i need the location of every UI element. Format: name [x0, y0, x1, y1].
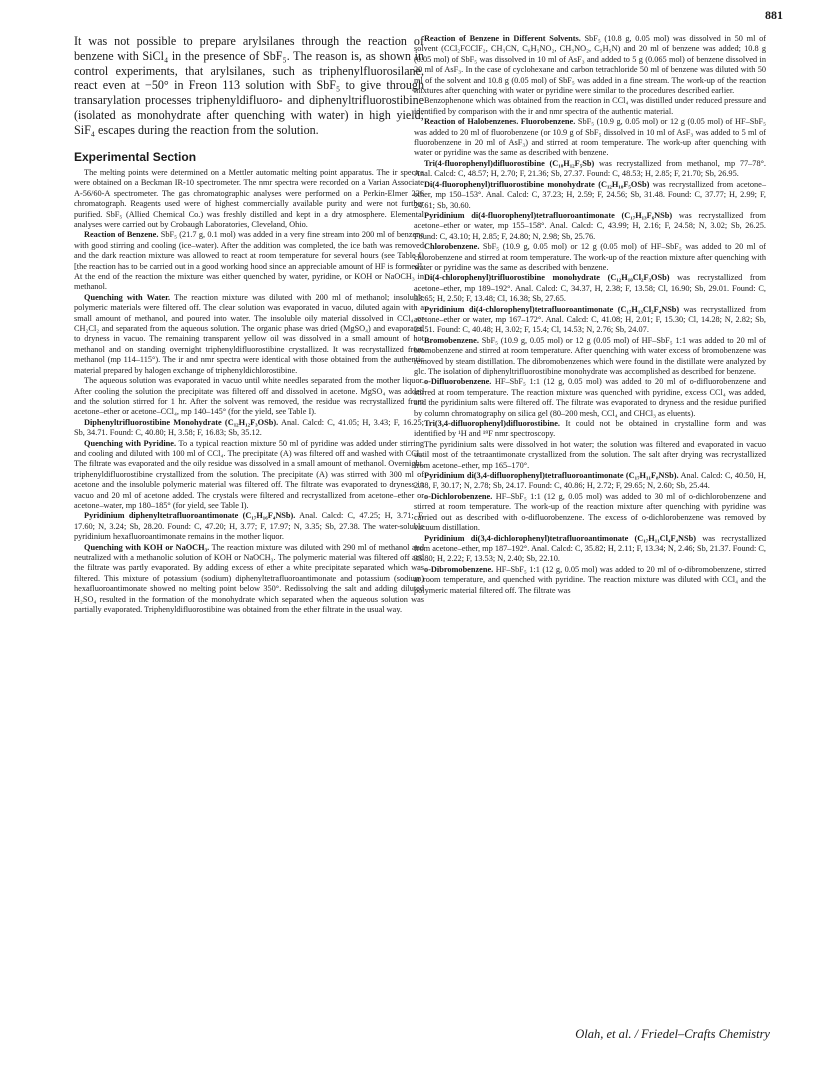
paragraph-text: was recrystallized from acetone–ether or water, mp 155–158°. Anal. Calcd: C, 43.99; H, 2.16; F, 24.58; N, 3.02; Sb, 26.25. Found: C, 43.10; H, 2.85; F, 24.80; N, 2.98; Sb, 25.76.	[414, 210, 766, 241]
paragraph	[414, 377, 766, 419]
paragraph	[414, 419, 766, 440]
paragraph	[414, 305, 766, 336]
paragraph	[74, 511, 424, 542]
paragraph	[414, 96, 766, 117]
paragraph-text: HF–SbF₅ 1:1 (12 g, 0.05 mol) was added to 30 ml of o-dichlorobenzene and stirred at room temperature. The work-up of the reaction mixture after quenching with pyridine was carried out as described with o-difluorobenzene. The excess of o-dichlorobenzene was removed by vacuum distillation.	[414, 491, 766, 533]
paragraph	[414, 159, 766, 180]
paragraph	[414, 336, 766, 378]
run-in-heading: Quenching with Water.	[84, 292, 171, 302]
paragraph	[74, 230, 424, 292]
right-paragraphs	[414, 34, 766, 596]
paragraph-text: was recrystallized from acetone–ether, mp 150–153°. Anal. Calcd: C, 37.23; H, 2.59; F, 24.56; Sb, 31.48. Found: C, 37.77; H, 2.99; F, 24.61; Sb, 30.60.	[414, 179, 766, 210]
paragraph-text: Anal. Calcd: C, 47.25; H, 3.71; F, 17.60; N, 3.24; Sb, 28.20. Found: C, 47.20; H, 3.77; F, 17.97; N, 3.35; Sb, 27.38. The water-soluble pyridinium hexafluoroantimonate remains in the mother liquor.	[74, 511, 424, 542]
run-in-heading: Pyridinium di(4-chlorophenyl)tetrafluoroantimonate (C₁₇H₁₃Cl₂F₄NSb)	[424, 304, 680, 314]
paragraph	[414, 565, 766, 596]
paragraph-text: SbF₅ (10.9 g, 0.05 mol) or 12 g (0.05 mol) of HF–SbF₅ 1:1 was added to 20 ml of bromobenzene and stirred at room temperature. After quenching with water excess of bromobenzene was removed by steam distillation. The dibromobenzenes which were found in the distillate were analyzed by glc. The isolation of diphenyltrifluorostibine monohydrate was accomplished as described for benzene.	[414, 335, 766, 376]
paragraph	[414, 534, 766, 565]
paragraph-text: To a typical reaction mixture 50 ml of pyridine was added under stirring and cooling and diluted with 100 ml of CCl₄. The precipitate (A) was filtered off and washed with CCl₄. The filtrate was evaporated and the oily residue was dissolved in a small amount of methanol. Overnight, triphenyldifluorostibine crystallized from the solution. The precipitate (A) was stirred with 300 ml of acetone and the insoluble polymeric material was filtered off. The filtrate was evaporated to dryness in vacuo and 20 ml of acetone added. The crystals were filtered and recrystallized from acetone–ether or acetone–water, mp 180–185° (for yield, see Table I).	[74, 438, 424, 510]
run-in-heading: Diphenyltrifluorostibine Monohydrate (C₁₂H₁₂F₃OSb).	[84, 417, 279, 427]
run-in-heading: Di(4-chlorophenyl)trifluorostibine monohydrate (C₁₂H₁₀Cl₂F₃OSb)	[424, 273, 670, 283]
paragraph-text: Benzophenone which was obtained from the reaction in CCl₄ was distilled under reduced pressure and identified by comparison with the ir and nmr spectra of the authentic material.	[414, 96, 766, 116]
paragraph	[414, 211, 766, 242]
paragraph	[414, 242, 766, 273]
run-in-heading: Pyridinium di(4-fluorophenyl)tetrafluoroantimonate (C₁₇H₁₃F₆NSb)	[424, 210, 673, 220]
run-in-heading: Quenching with KOH or NaOCH₃.	[84, 542, 210, 552]
paragraph	[414, 440, 766, 471]
paragraph	[74, 543, 424, 616]
run-in-heading: Chlorobenzene.	[424, 242, 480, 252]
run-in-heading: o-Dibromobenzene.	[424, 564, 494, 574]
run-in-heading: Bromobenzene.	[424, 335, 479, 345]
paragraph-text: was recrystallized from acetone–ether or water, mp 167–172°. Anal. Calcd: C, 41.08; H, 2.01; F, 15.30; Cl, 14.28; N, 2.82; Sb, 24.51. Found: C, 40.48; H, 3.02; F, 15.4; Cl, 14.53; N, 2.76; Sb, 24.07.	[414, 304, 766, 335]
paragraph-text: HF–SbF₅ 1:1 (12 g, 0.05 mol) was added to 20 ml of o-difluorobenzene and stirred at room temperature. The reaction mixture was quenched with pyridine, excess CCl₄ was added, and the pyridinium salts were filtered off. The filtrate was evaporated to dryness and the residue purified by column chromatography on silica gel (80–200 mesh, CCl₄ and CHCl₃ as eluents).	[414, 377, 766, 418]
run-in-heading: Di(4-fluorophenyl)trifluorostibine monohydrate (C₁₂H₁₀F₅OSb)	[424, 179, 650, 189]
paragraph	[74, 376, 424, 418]
paragraph-text: Anal. Calcd: C, 40.50, H, 2.38, F, 30.17; N, 2.78; Sb, 24.17. Found: C, 40.86; H, 2.72; F, 29.65; N, 2.60; Sb, 25.44.	[414, 471, 766, 491]
run-in-heading: Reaction of Benzene.	[84, 230, 159, 240]
paragraph	[74, 418, 424, 439]
run-in-heading: Pyridinium di(3,4-dichlorophenyl)tetrafluoroantimonate (C₁₇H₁₁Cl₄F₄NSb)	[424, 533, 697, 543]
run-in-heading: o-Dichlorobenzene.	[424, 491, 493, 501]
run-in-heading: Tri(3,4-difluorophenyl)difluorostibine.	[424, 419, 560, 429]
paragraph-text: SbF₅ (10.8 g, 0.05 mol) was dissolved in 50 ml of solvent (CCl₂FCClF₂, CH₃CN, C₆H₅NO₂, CH₃NO₂, C₅H₅N) and 20 ml of benzene was added; 10.8 g (0.05 mol) of SbF₅ was dissolved in 10 ml of AsF₃ and added to 5 g (0.065 mol) of benzene dissolved in 20 ml of AsF₃. In the case of cyclohexane and carbon tetrachloride 50 ml of benzene was diluted with 50 ml of the solvent and 10.8 g (0.05 mol) of SbF₅ was added in a fine stream. The work-up of the reaction mixtures after quenching with water or pyridine were similar to the procedures described earlier.	[414, 34, 766, 96]
paragraph-text: SbF₅ (21.7 g, 0.1 mol) was added in a very fine stream into 200 ml of benzene with good stirring and cooling (ice–water). After the addition was completed, the ice bath was removed and the dark reaction mixture was allowed to react at room temperature for several hours (see Table I) [the reaction has to be carried out in a good working hood since an appreciable amount of HF is formed]. At the end of the reaction the mixture was either quenched by water, pyridine, or KOH or NaOCH₃ in methanol.	[74, 230, 424, 292]
run-in-heading: Quenching with Pyridine.	[84, 438, 177, 448]
paragraph	[74, 168, 424, 230]
left-column	[74, 34, 424, 615]
paragraph-text: The reaction mixture was diluted with 290 ml of methanol and neutralized with a methanolic solution of KOH or NaOCH₃. The polymeric material was filtered off and the filtrate was partly evaporated. By adding excess of ether a white precipitate separated which was filtered. This mixture of potassium (sodium) diphenyltetrafluoroantimonate and potassium (sodium) hexafluoroantimonate showed no melting point below 350°. Redissolving the salt and adding diluted H₂SO₄ resulted in the formation of the monohydrate which separated when the aqueous solution was partially evaporated. Triphenyldifluorostibine was obtained from the ether filtrate in the usual way.	[74, 542, 424, 615]
intro-paragraph: It was not possible to prepare arylsilanes through the reaction of benzene with SiCl₄ in the presence of SbF₅. The reason is, as shown in control experiments, that arylsilanes, such as triphenylfluorosilane, react even at −50° in Freon 113 solution with SbF₅ to give through transarylation processes triphenyldifluoro- and diphenyltrifluorostibine (isolated as monohydrate after quenching with water) in high yield; SiF₄ escapes during the reaction from the solution.	[74, 34, 424, 137]
paragraph	[414, 34, 766, 96]
paragraph	[74, 439, 424, 512]
run-in-heading: Reaction of Halobenzenes. Fluorobenzene.	[424, 117, 576, 127]
paragraph-text: SbF₅ (10.9 g, 0.05 mol) or 12 g (0.05 mol) of HF–SbF₅ was added to 20 ml of fluorobenzene (or 10.9 g of SbF₅ dissolved in 10 ml of AsF₃ was added to 5 ml of fluorobenzene in 20 ml of AsF₃) and stirred at room temperature. The work-up after quenching with water or pyridine was the same as described with benzene.	[414, 117, 766, 158]
section-title: Experimental Section	[74, 149, 197, 164]
paragraph	[414, 471, 766, 492]
run-in-heading: Pyridinium diphenyltetrafluoroantimonate (C₁₇H₁₆F₄NSb).	[84, 511, 296, 521]
paragraph	[414, 492, 766, 534]
run-in-heading: o-Difluorobenzene.	[424, 377, 492, 387]
paragraph	[414, 180, 766, 211]
paragraph-text: was recrystallized from acetone–ether, mp 187–192°. Anal. Calcd: C, 35.82; H, 2.11; F, 13.34; N, 2.46; Sb, 21.37. Found: C, 35.80; H, 2.22; F, 13.53; N, 2.40; Sb, 22.10.	[414, 533, 766, 564]
paragraph-text: The pyridinium salts were dissolved in hot water; the solution was filtered and evaporated in vacuo until most of the tetraantimonate crystallized from the solution. The salt after drying was recrystallized from acetone–ether, mp 165–170°.	[414, 439, 766, 470]
paragraph-text: Anal. Calcd: C, 41.05; H, 3.43; F, 16.25; Sb, 34.71. Found: C, 40.80; H, 3.58; F, 16.83; Sb, 35.12.	[74, 417, 424, 438]
left-paragraphs	[74, 168, 424, 615]
paragraph-text: The reaction mixture was diluted with 200 ml of methanol; insoluble polymeric materials were filtered off. The clear solution was evaporated in vacuo, diluted again with a small amount of methanol, and poured into water. The insoluble oily material dissolved in CCl₄ or CH₂Cl₂ and separated from the aqueous solution. The organic phase was dried (MgSO₄) and evaporated to dryness in vacuo. The remaining transparent yellow oil was dissolved in a small amount of hot methanol and on standing overnight triphenyldifluorostibine crystallized. It was recrystallized from methanol (mp 114–115°). The ir and nmr spectra were identical with those obtained from the authentic material prepared by halogen exchange of triphenyldichlorostibine.	[74, 292, 424, 375]
paragraph-text: The melting points were determined on a Mettler automatic melting point apparatus. The ir spectra were obtained on a Beckman IR-10 spectrometer. The nmr spectra were recorded on a Varian Associate A-56/60-A spectrometer. The gas chromatographic analyses were performed on a Perkin-Elmer 226 chromatograph. Reagents used were of highest commercially available purity and were not further purified. SbF₅ (Allied Chemical Co.) was freshly distilled and kept in a dry atmosphere. Elemental analyses were carried out by Crobaugh Laboratories, Cleveland, Ohio.	[74, 167, 424, 230]
paragraph-text: It could not be obtained in crystalline form and was identified by ¹H and ¹⁹F nmr spectroscopy.	[414, 419, 766, 439]
paragraph	[74, 293, 424, 376]
run-in-heading: Pyridinium di(3,4-difluorophenyl)tetrafluoroantimonate (C₁₇H₁₁F₈NSb).	[424, 471, 679, 481]
paragraph	[414, 117, 766, 159]
paragraph-text: HF–SbF₅ 1:1 (12 g, 0.05 mol) was added to 20 ml of o-dibromobenzene, stirred at room temperature, and quenched with pyridine. The reaction mixture was diluted with CCl₄ and the polymeric material filtered off. The filtrate was	[414, 564, 766, 595]
running-footer: Olah, et al. / Friedel–Crafts Chemistry	[575, 1027, 770, 1041]
paragraph-text: The aqueous solution was evaporated in vacuo until white needles separated from the mother liquor. After cooling the solution the precipitate was filtered off and dissolved in acetone. MgSO₄ was added and the solution stirred for 1 hr. After the solvent was removed, the residue was recrystallized from acetone–ether or acetone–CCl₄, mp 140–145° (for the yield, see Table I).	[74, 376, 424, 417]
run-in-heading: Reaction of Benzene in Different Solvents.	[424, 34, 581, 43]
right-column	[414, 34, 766, 596]
page-number: 881	[765, 8, 783, 22]
paragraph-text: was recrystallized from methanol, mp 77–78°. Anal. Calcd: C, 48.57; H, 2.70; F, 21.36; Sb, 27.37. Found: C, 48.53; H, 2.85; F, 21.70; Sb, 26.95.	[414, 158, 766, 179]
run-in-heading: Tri(4-fluorophenyl)difluorostibine (C₁₈H₁₂F₅Sb)	[424, 158, 595, 168]
paragraph	[414, 273, 766, 304]
paragraph-text: was recrystallized from acetone–ether, mp 189–192°. Anal. Calcd: C, 34.37, H, 2.38; F, 13.58; Cl, 16.90; Sb, 29.01. Found: C, 33.65; H, 2.50; F, 13.48; Cl, 16.38; Sb, 27.65.	[414, 273, 766, 304]
paragraph-text: SbF₅ (10.9 g, 0.05 mol) or 12 g (0.05 mol) of HF–SbF₅ was added to 20 ml of chlorobenzene and stirred at room temperature. The work-up of the reaction mixture after quenching with water or pyridine was the same as described with benzene.	[414, 242, 766, 272]
